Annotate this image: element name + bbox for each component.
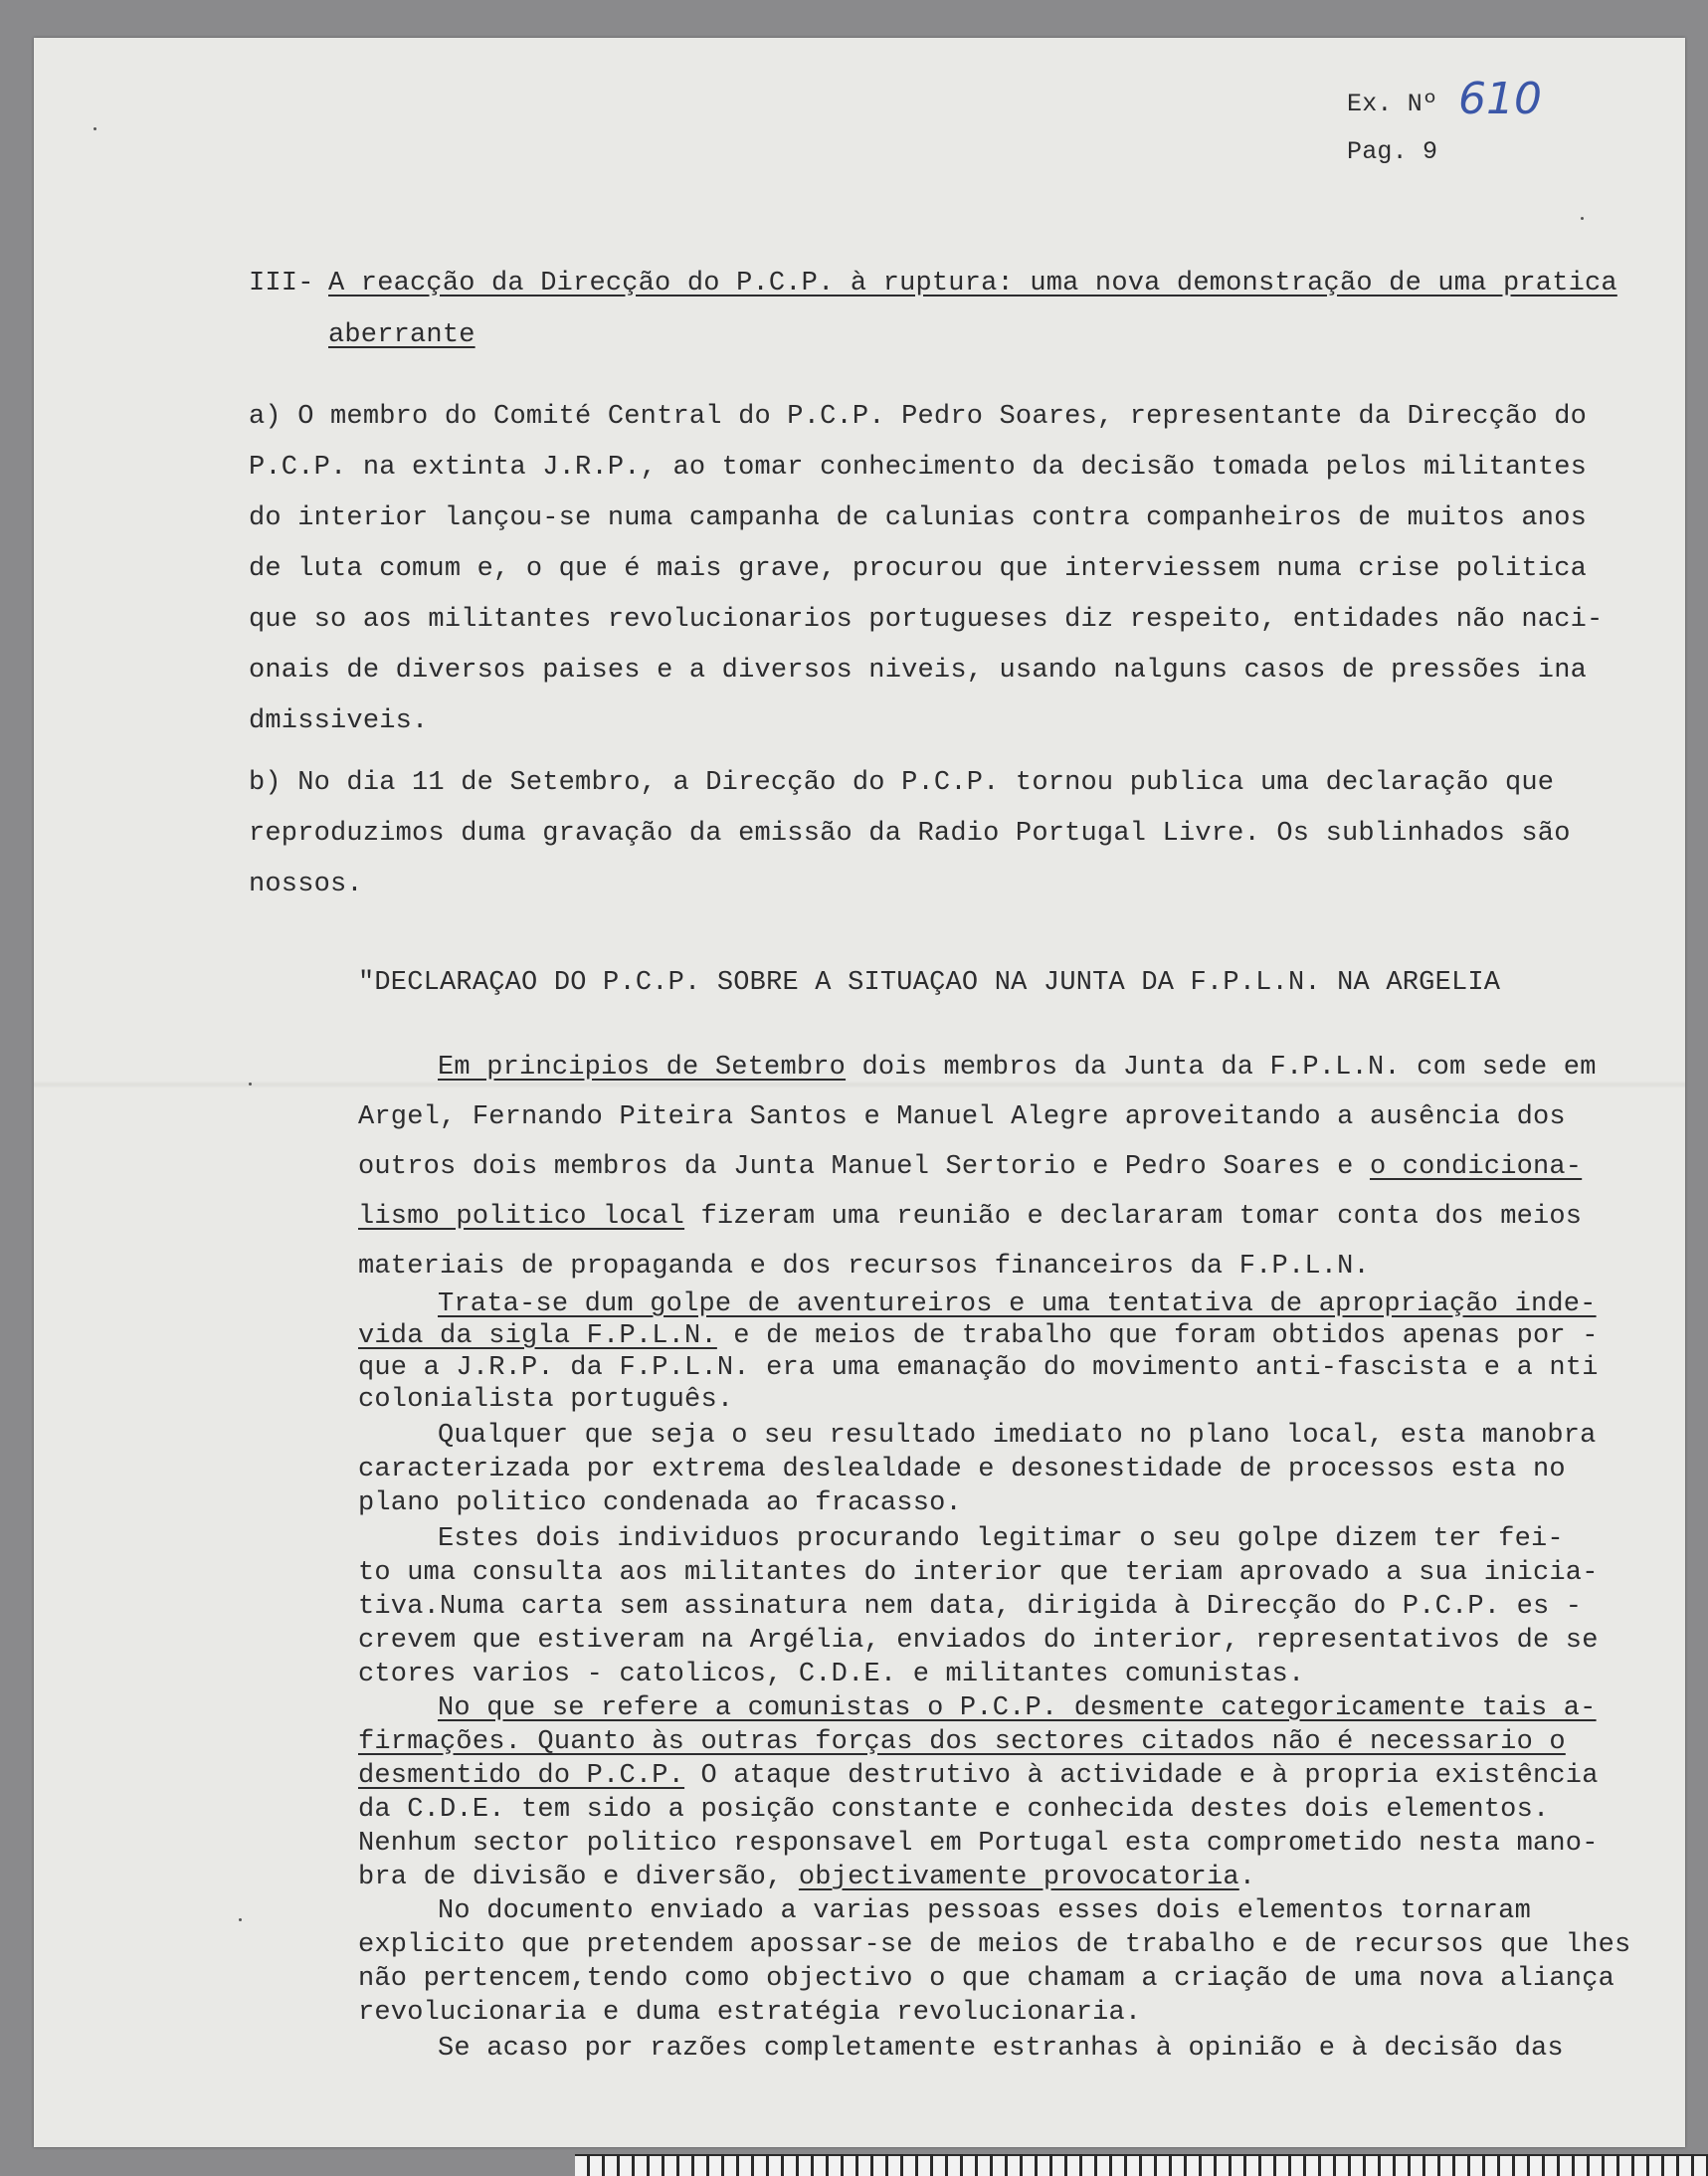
decl-line: Estes dois individuos procurando legitimar o seu golpe dizem ter fei- bbox=[438, 1524, 1564, 1554]
decl-line: da C.D.E. tem sido a posição constante e conhecida destes dois elementos. bbox=[358, 1795, 1550, 1825]
para-a-line: do interior lançou-se numa campanha de calunias contra companheiros de muitos anos bbox=[249, 503, 1588, 533]
decl-line: to uma consulta aos militantes do interior que teriam aprovado a sua inicia- bbox=[358, 1558, 1599, 1588]
decl-line bbox=[358, 1761, 1599, 1791]
section-number: III- bbox=[249, 269, 314, 298]
underlined-phrase: desmentido do P.C.P. bbox=[358, 1761, 685, 1791]
decl-line: explicito que pretendem apossar-se de meios de trabalho e de recursos que lhes bbox=[358, 1930, 1631, 1960]
decl-line: revolucionaria e duma estratégia revolucionaria. bbox=[358, 1998, 1142, 2028]
decl-line: firmações. Quanto às outras forças dos sectores citados não é necessario o bbox=[358, 1727, 1566, 1757]
handwritten-ex-number: 610 bbox=[1458, 74, 1542, 124]
line-text: e de meios de trabalho que foram obtidos apenas por - bbox=[716, 1321, 1599, 1351]
line-text: O ataque destrutivo à actividade e à propria existência bbox=[684, 1761, 1599, 1791]
underlined-phrase: objectivamente provocatoria bbox=[798, 1863, 1239, 1892]
para-a-line: onais de diversos paises e a diversos niveis, usando nalguns casos de pressões ina bbox=[249, 656, 1588, 686]
paper-speck bbox=[249, 1083, 252, 1086]
line-text: bra de divisão e diversão, bbox=[358, 1863, 799, 1892]
section-title-line1: A reacção da Direcção do P.C.P. à ruptura: uma nova demonstração de uma pratica bbox=[328, 269, 1617, 298]
para-a-line: P.C.P. na extinta J.R.P., ao tomar conhecimento da decisão tomada pelos militantes bbox=[249, 453, 1588, 483]
decl-line bbox=[358, 1863, 1255, 1892]
para-a-line: de luta comum e, o que é mais grave, procurou que interviessem numa crise politica bbox=[249, 554, 1588, 584]
para-b-line: b) No dia 11 de Setembro, a Direcção do P.C.P. tornou publica uma declaração que bbox=[249, 768, 1555, 798]
paper-speck bbox=[239, 1918, 242, 1921]
decl-line bbox=[438, 1053, 1597, 1083]
decl-line: caracterizada por extrema deslealdade e desonestidade de processos esta no bbox=[358, 1455, 1566, 1484]
underlined-phrase: Em principios de Setembro bbox=[438, 1053, 847, 1083]
paper-speck bbox=[94, 127, 96, 130]
decl-line: ctores varios - catolicos, C.D.E. e militantes comunistas. bbox=[358, 1660, 1305, 1689]
section-title-line2: aberrante bbox=[328, 320, 475, 350]
underlined-phrase: lismo politico local bbox=[358, 1202, 685, 1232]
decl-line: plano politico condenada ao fracasso. bbox=[358, 1488, 962, 1518]
page-label: Pag. 9 bbox=[1347, 137, 1438, 166]
decl-line: crevem que estiveram na Argélia, enviados do interior, representativos de se bbox=[358, 1626, 1599, 1656]
decl-line bbox=[358, 1202, 1582, 1232]
underlined-phrase: o condiciona- bbox=[1369, 1152, 1583, 1182]
para-b-line: nossos. bbox=[249, 870, 363, 899]
underlined-phrase: vida da sigla F.P.L.N. bbox=[358, 1321, 717, 1351]
decl-line: Se acaso por razões completamente estranhas à opinião e à decisão das bbox=[438, 2034, 1564, 2064]
line-text: fizeram uma reunião e declararam tomar conta dos meios bbox=[684, 1202, 1583, 1232]
decl-line: não pertencem,tendo como objectivo o que chamam a criação de uma nova aliança bbox=[358, 1964, 1615, 1994]
decl-line: Trata-se dum golpe de aventureiros e uma tentativa de apropriação inde- bbox=[438, 1289, 1597, 1319]
decl-line: No documento enviado a varias pessoas esses dois elementos tornaram bbox=[438, 1896, 1531, 1926]
decl-line: que a J.R.P. da F.P.L.N. era uma emanação do movimento anti-fascista e a nti bbox=[358, 1353, 1599, 1383]
decl-line: tiva.Numa carta sem assinatura nem data, dirigida à Direcção do P.C.P. es - bbox=[358, 1592, 1583, 1622]
decl-line: No que se refere a comunistas o P.C.P. desmente categoricamente tais a- bbox=[438, 1693, 1597, 1723]
scale-ruler bbox=[575, 2154, 1708, 2176]
document-page bbox=[34, 38, 1685, 2147]
decl-line: Nenhum sector politico responsavel em Portugal esta comprometido nesta mano- bbox=[358, 1829, 1599, 1859]
para-a-line: que so aos militantes revolucionarios portugueses diz respeito, entidades não naci- bbox=[249, 605, 1604, 635]
decl-line bbox=[358, 1321, 1599, 1351]
line-text: outros dois membros da Junta Manuel Sertorio e Pedro Soares e bbox=[358, 1152, 1370, 1182]
decl-line: Argel, Fernando Piteira Santos e Manuel Alegre aproveitando a ausência dos bbox=[358, 1102, 1566, 1132]
paper-speck bbox=[1581, 217, 1584, 220]
decl-line: colonialista português. bbox=[358, 1385, 734, 1415]
line-text: dois membros da Junta da F.P.L.N. com sede em bbox=[846, 1053, 1597, 1083]
decl-line: materiais de propaganda e dos recursos financeiros da F.P.L.N. bbox=[358, 1252, 1370, 1282]
decl-line bbox=[358, 1152, 1582, 1182]
decl-line: Qualquer que seja o seu resultado imediato no plano local, esta manobra bbox=[438, 1421, 1597, 1451]
line-text: . bbox=[1238, 1863, 1256, 1892]
para-a-line: a) O membro do Comité Central do P.C.P. Pedro Soares, representante da Direcção do bbox=[249, 402, 1588, 432]
ex-label: Ex. Nº bbox=[1347, 90, 1438, 118]
para-b-line: reproduzimos duma gravação da emissão da Radio Portugal Livre. Os sublinhados são bbox=[249, 819, 1571, 849]
para-a-line: dmissiveis. bbox=[249, 706, 429, 736]
declaration-title: "DECLARAÇAO DO P.C.P. SOBRE A SITUAÇAO NA JUNTA DA F.P.L.N. NA ARGELIA bbox=[358, 968, 1501, 998]
